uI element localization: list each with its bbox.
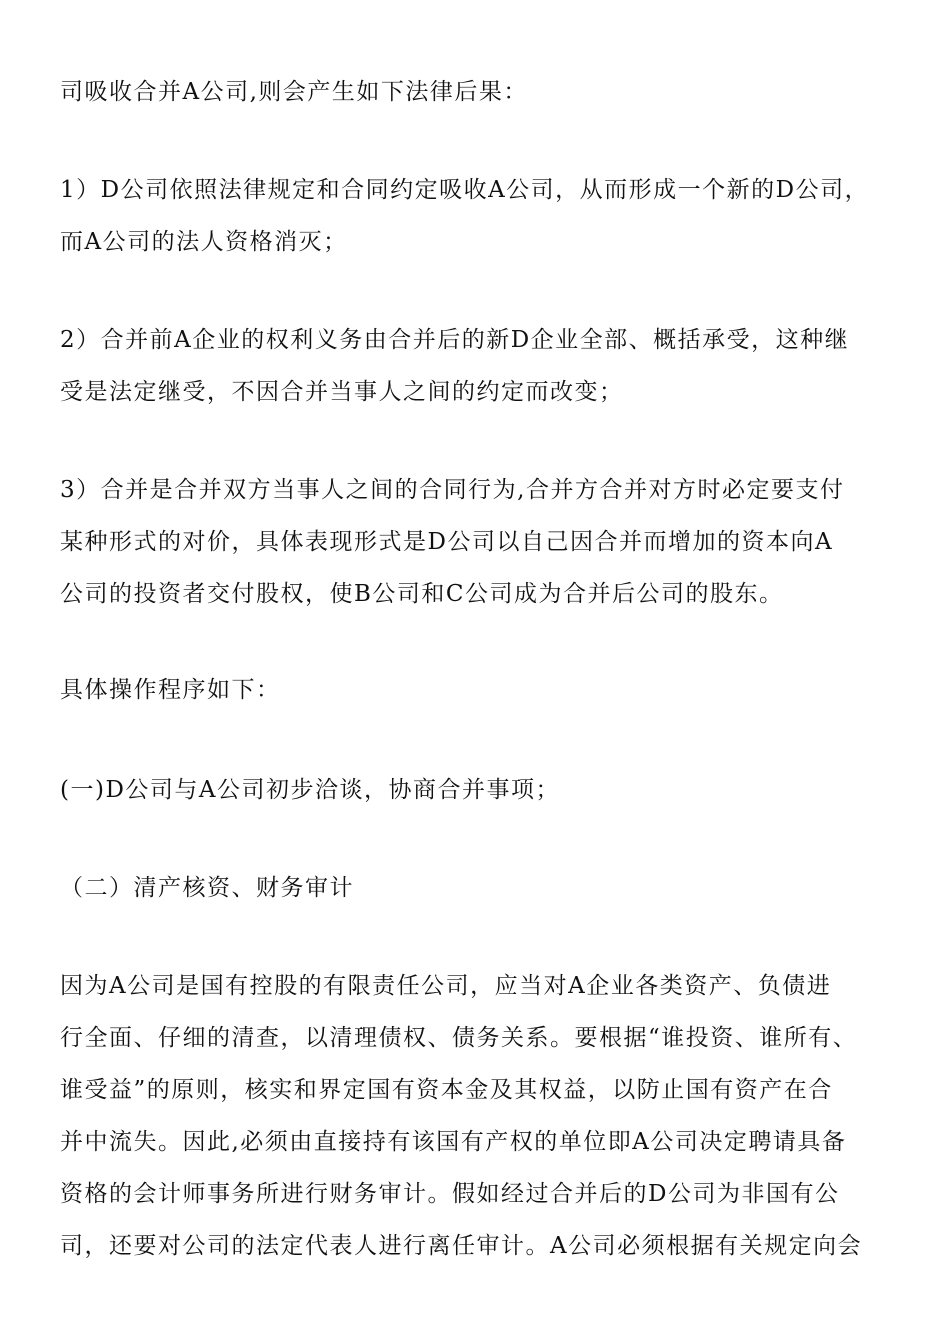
text-line: 因为A公司是国有控股的有限责任公司，应当对A企业各类资产、负债进 — [60, 973, 832, 999]
text-line: 3）合并是合并双方当事人之间的合同行为,合并方合并对方时必定要支付 — [60, 477, 845, 503]
text-line: 某种形式的对价，具体表现形式是D公司以自己因合并而增加的资本向A — [60, 529, 834, 555]
paragraph-audit — [60, 960, 910, 1272]
text-line: 2）合并前A企业的权利义务由合并后的新D企业全部、概括承受，这种继 — [60, 327, 850, 353]
text-line: （二）清产核资、财务审计 — [60, 875, 354, 901]
text-line: 并中流失。因此,必须由直接持有该国有产权的单位即A公司决定聘请具备 — [60, 1129, 847, 1155]
text-line: 司吸收合并A公司,则会产生如下法律后果： — [60, 79, 528, 105]
text-line: 资格的会计师事务所进行财务审计。假如经过合并后的D公司为非国有公 — [60, 1181, 840, 1207]
paragraph-intro — [60, 66, 910, 118]
text-line: 受是法定继受，不因合并当事人之间的约定而改变； — [60, 379, 624, 405]
text-line: (一)D公司与A公司初步洽谈，协商合并事项； — [60, 777, 560, 803]
paragraph-consequence-3 — [60, 464, 910, 620]
paragraph-consequence-1 — [60, 164, 910, 268]
text-line: 具体操作程序如下： — [60, 677, 281, 703]
paragraph-step-1 — [60, 764, 910, 816]
text-line: 司，还要对公司的法定代表人进行离任审计。A公司必须根据有关规定向会 — [60, 1233, 863, 1259]
paragraph-consequence-2 — [60, 314, 910, 418]
text-line: 行全面、仔细的清查，以清理债权、债务关系。要根据“谁投资、谁所有、 — [60, 1025, 858, 1051]
paragraph-step-2 — [60, 862, 910, 914]
text-line: 公司的投资者交付股权，使B公司和C公司成为合并后公司的股东。 — [60, 581, 784, 607]
text-line: 而A公司的法人资格消灭； — [60, 229, 348, 255]
text-line: 谁受益”的原则，核实和界定国有资本金及其权益，以防止国有资产在合 — [60, 1077, 833, 1103]
text-line: 1）D公司依照法律规定和合同约定吸收A公司，从而形成一个新的D公司， — [60, 177, 870, 203]
paragraph-procedure-heading — [60, 664, 910, 716]
